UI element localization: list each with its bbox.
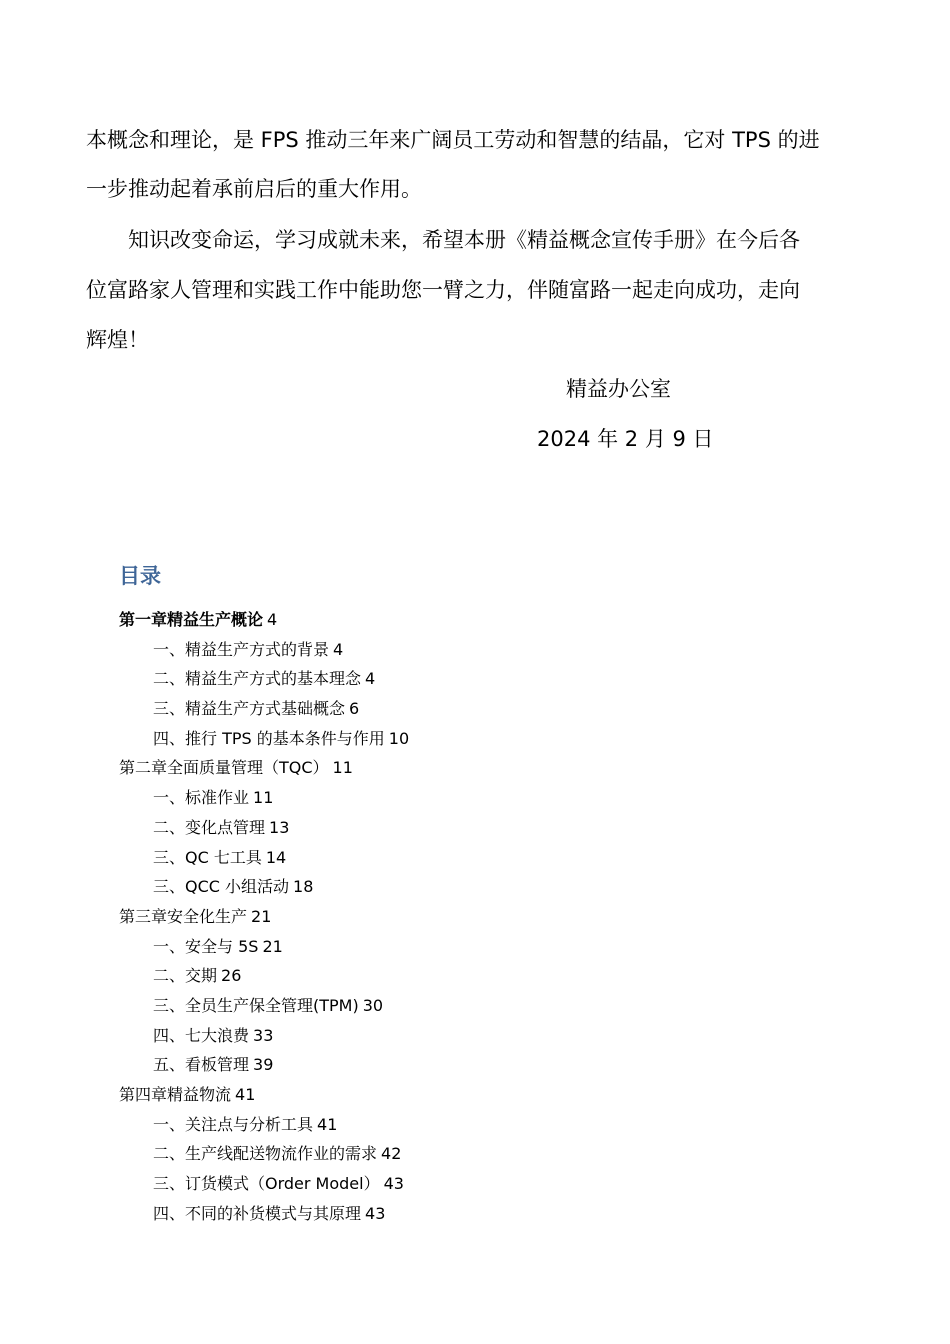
table-of-contents xyxy=(119,605,409,1228)
toc-entry-page: 18 xyxy=(293,877,314,897)
toc-entry[interactable] xyxy=(119,635,409,665)
toc-entry-page: 39 xyxy=(253,1055,274,1075)
toc-entry-label: 二、生产线配送物流作业的需求 xyxy=(153,1144,378,1164)
toc-entry-page: 13 xyxy=(269,817,290,837)
toc-entry-page: 30 xyxy=(362,995,384,1015)
toc-entry[interactable] xyxy=(119,872,409,902)
toc-entry-page: 6 xyxy=(349,699,360,719)
signature-office: 精益办公室 xyxy=(566,377,671,401)
toc-entry-page: 26 xyxy=(221,966,242,986)
toc-entry[interactable] xyxy=(119,1169,409,1199)
toc-entry-label: 三、QCC 小组活动 xyxy=(153,877,290,897)
toc-entry[interactable] xyxy=(119,783,409,813)
toc-entry-label: 二、交期 xyxy=(153,966,218,986)
toc-entry-label: 一、精益生产方式的背景 xyxy=(153,639,330,659)
toc-entry-page: 4 xyxy=(365,669,376,689)
toc-entry-page: 14 xyxy=(265,847,287,867)
toc-entry[interactable] xyxy=(119,753,409,783)
body-paragraph-line: 本概念和理论，是 FPS 推动三年来广阔员工劳动和智慧的结晶，它对 TPS 的进 xyxy=(86,128,820,152)
toc-entry-label: 三、精益生产方式基础概念 xyxy=(153,699,346,719)
toc-entry-label: 三、订货模式（Order Model） xyxy=(153,1174,380,1194)
toc-entry[interactable] xyxy=(119,813,409,843)
toc-entry-label: 五、看板管理 xyxy=(153,1055,250,1075)
toc-entry-page: 4 xyxy=(267,610,278,629)
toc-entry[interactable] xyxy=(119,1199,409,1229)
toc-entry[interactable] xyxy=(119,1110,409,1140)
toc-entry-page: 10 xyxy=(388,728,410,748)
toc-entry-page: 43 xyxy=(383,1174,404,1194)
toc-entry-label: 一、关注点与分析工具 xyxy=(153,1114,314,1134)
toc-title: 目录 xyxy=(119,564,161,588)
toc-entry-page: 42 xyxy=(381,1144,402,1164)
toc-entry[interactable] xyxy=(119,605,409,635)
toc-entry[interactable] xyxy=(119,843,409,873)
toc-entry-label: 第三章安全化生产 xyxy=(119,906,248,926)
toc-entry-label: 三、全员生产保全管理(TPM) xyxy=(153,995,359,1015)
body-paragraph-line: 辉煌！ xyxy=(86,328,149,352)
toc-entry[interactable] xyxy=(119,1080,409,1110)
toc-entry-label: 二、变化点管理 xyxy=(153,817,266,837)
body-paragraph-line: 一步推动起着承前启后的重大作用。 xyxy=(86,177,422,201)
toc-entry-page: 21 xyxy=(262,936,283,956)
toc-entry-label: 一、标准作业 xyxy=(153,788,250,808)
toc-entry[interactable] xyxy=(119,991,409,1021)
toc-entry[interactable] xyxy=(119,902,409,932)
toc-entry-page: 4 xyxy=(333,639,344,659)
toc-entry-label: 四、不同的补货模式与其原理 xyxy=(153,1203,362,1223)
toc-entry-label: 第四章精益物流 xyxy=(119,1085,232,1104)
body-paragraph-line: 知识改变命运，学习成就未来，希望本册《精益概念宣传手册》在今后各 xyxy=(128,228,800,252)
toc-entry-label: 第一章精益生产概论 xyxy=(119,610,264,629)
toc-entry-page: 21 xyxy=(251,906,272,926)
toc-entry[interactable] xyxy=(119,1021,409,1051)
signature-date: 2024 年 2 月 9 日 xyxy=(537,427,714,451)
toc-entry-label: 一、安全与 5S xyxy=(153,936,259,956)
toc-entry[interactable] xyxy=(119,664,409,694)
toc-entry-label: 第二章全面质量管理（TQC） xyxy=(119,758,329,778)
toc-entry[interactable] xyxy=(119,694,409,724)
toc-entry-label: 四、推行 TPS 的基本条件与作用 xyxy=(153,728,385,748)
toc-entry-page: 41 xyxy=(317,1114,338,1134)
toc-entry[interactable] xyxy=(119,1050,409,1080)
body-paragraph-line: 位富路家人管理和实践工作中能助您一臂之力，伴随富路一起走向成功，走向 xyxy=(86,278,800,302)
toc-entry-label: 三、QC 七工具 xyxy=(153,847,262,867)
toc-entry-page: 43 xyxy=(365,1203,386,1223)
toc-entry[interactable] xyxy=(119,932,409,962)
toc-entry-page: 11 xyxy=(253,788,274,808)
toc-entry[interactable] xyxy=(119,1139,409,1169)
toc-entry[interactable] xyxy=(119,724,409,754)
toc-entry-page: 11 xyxy=(332,758,353,778)
toc-entry-page: 33 xyxy=(253,1025,274,1045)
toc-entry[interactable] xyxy=(119,961,409,991)
toc-entry-label: 四、七大浪费 xyxy=(153,1025,250,1045)
toc-entry-label: 二、精益生产方式的基本理念 xyxy=(153,669,362,689)
toc-entry-page: 41 xyxy=(235,1085,256,1104)
